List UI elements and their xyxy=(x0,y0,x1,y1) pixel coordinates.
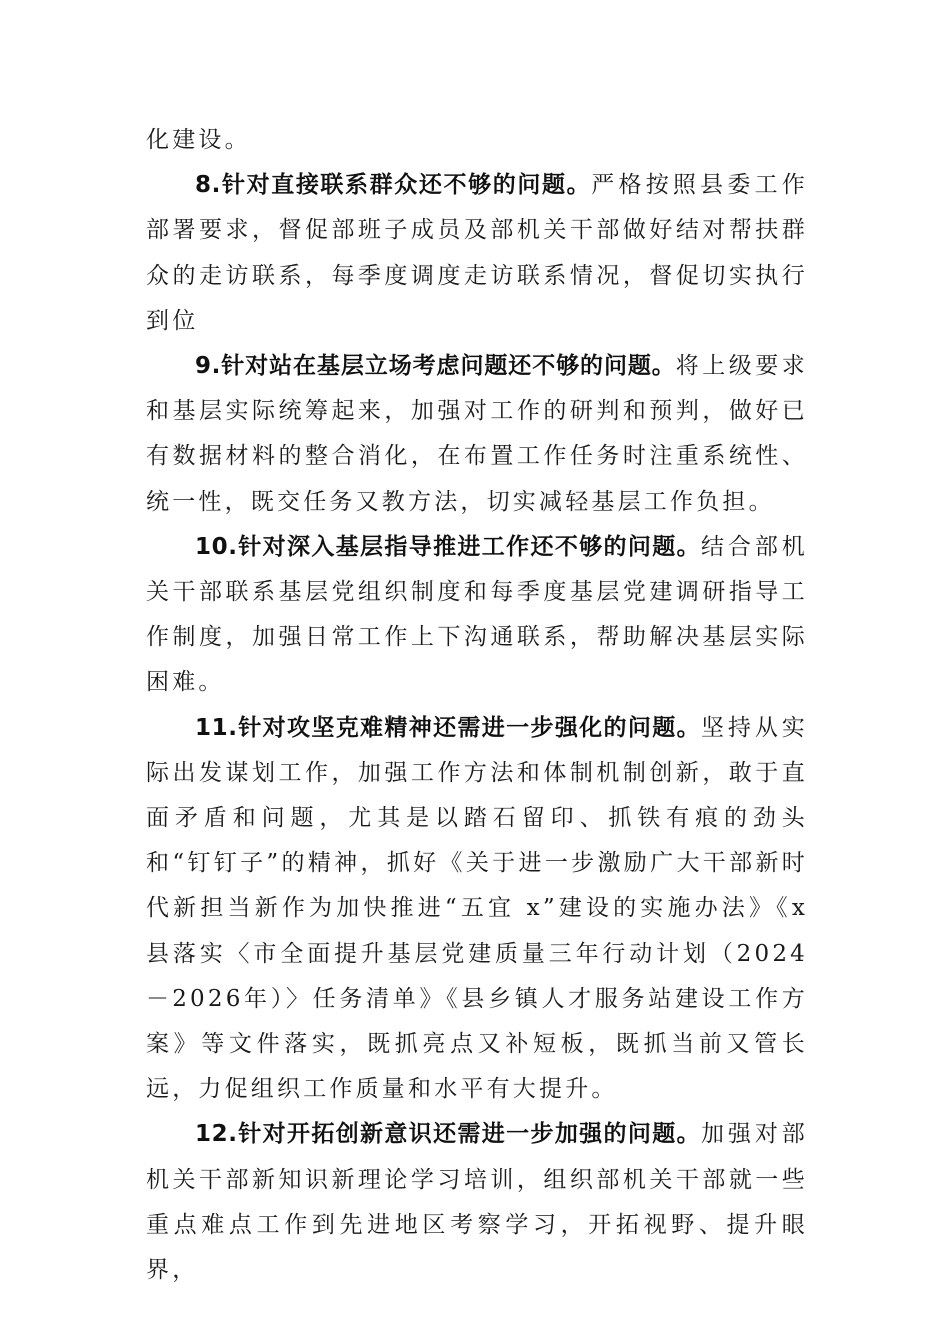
paragraph-text: 坚持从实际出发谋划工作，加强工作方法和体制机制创新，敢于直面矛盾和问题，尤其是以踏石留印、抓铁有痕的劲头和“钉钉子”的精神，抓好《关于进一步激励广大干部新时代新担当新作为加快推进“五宜 x”建设的实施办法》《x 县落实〈市全面提升基层党建质量三年行动计划（2024－2026年）〉任务清单》《县乡镇人才服务站建设工作方案》等文件落实，既抓亮点又补短板，既抓当前又管长远，力促组织工作质量和水平有大提升。 xyxy=(146,714,808,1103)
paragraph-text: 加强对部机关干部新知识新理论学习培训，组织部机关干部就一些重点难点工作到先进地区考察学习，开拓视野、提升眼界， xyxy=(146,1121,808,1284)
document-body xyxy=(146,118,808,1293)
paragraph-text: 结合部机关干部联系基层党组织制度和每季度基层党建调研指导工作制度，加强日常工作上下沟通联系，帮助解决基层实际困难。 xyxy=(146,533,808,696)
paragraph-text: 严格按照县委工作部署要求，督促部班子成员及部机关干部做好结对帮扶群众的走访联系，每季度调度走访联系情况，督促切实执行到位 xyxy=(146,172,808,334)
paragraph-item-8 xyxy=(146,163,808,344)
paragraph-heading: 8.针对直接联系群众还不够的问题。 xyxy=(195,172,592,199)
paragraph-heading: 11.针对攻坚克难精神还需进一步强化的问题。 xyxy=(195,714,701,741)
paragraph-text: 将上级要求和基层实际统筹起来，加强对工作的研判和预判，做好已有数据材料的整合消化，在布置工作任务时注重系统性、统一性，既交任务又教方法，切实减轻基层工作负担。 xyxy=(146,353,809,515)
paragraph-item-11 xyxy=(146,706,808,1113)
paragraph-item-9 xyxy=(146,344,808,525)
paragraph-item-12 xyxy=(146,1112,808,1293)
paragraph-text: 化建设。 xyxy=(146,127,251,153)
paragraph-item-10 xyxy=(146,525,808,706)
paragraph-heading: 9.针对站在基层立场考虑问题还不够的问题。 xyxy=(195,353,676,380)
paragraph-continuation xyxy=(146,118,808,163)
paragraph-heading: 10.针对深入基层指导推进工作还不够的问题。 xyxy=(195,533,701,560)
paragraph-heading: 12.针对开拓创新意识还需进一步加强的问题。 xyxy=(195,1121,701,1148)
